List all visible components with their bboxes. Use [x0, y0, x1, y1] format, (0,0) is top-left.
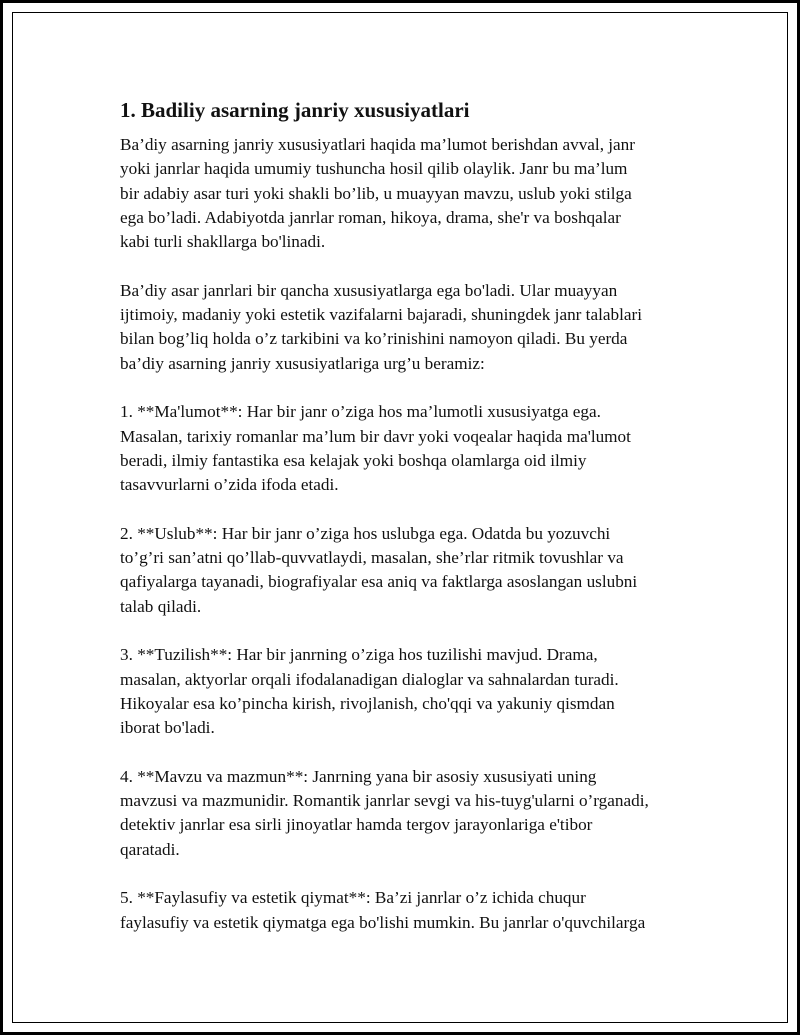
paragraph-item-tuzilish	[120, 643, 720, 740]
document-title: 1. Badiliy asarning janriy xususiyatlari	[120, 98, 470, 122]
paragraph-line: Hikoyalar esa ko’pincha kirish, rivojlanish, cho'qqi va yakuniy qismdan	[120, 693, 615, 713]
paragraph-line: ba’diy asarning janriy xususiyatlariga urg’u beramiz:	[120, 353, 485, 373]
paragraph-line: Ba’diy asarning janriy xususiyatlari haqida ma’lumot berishdan avval, janr	[120, 135, 636, 154]
paragraph-line: faylasufiy va estetik qiymatga ega bo'lishi mumkin. Bu janrlar o'quvchilarga	[120, 912, 646, 932]
paragraph-line: masalan, aktyorlar orqali ifodalanadigan dialoglar va sahnalardan turadi.	[120, 669, 619, 689]
paragraph-item-uslub	[120, 522, 720, 619]
paragraph-line: 1. **Ma'lumot**: Har bir janr o’ziga hos ma’lumotli xususiyatga ega.	[120, 402, 601, 422]
paragraph-line: Ba’diy asar janrlari bir qancha xususiyatlarga ega bo'ladi. Ular muayyan	[120, 280, 618, 300]
paragraph-line: 5. **Faylasufiy va estetik qiymat**: Ba’zi janrlar o’z ichida chuqur	[120, 888, 586, 908]
paragraph-line: Masalan, tarixiy romanlar ma’lum bir davr yoki voqealar haqida ma'lumot	[120, 426, 631, 446]
paragraph-line: bilan bog’liq holda o’z tarkibini va ko’rinishini namoyon qiladi. Bu yerda	[120, 329, 628, 349]
paragraph-line: 3. **Tuzilish**: Har bir janrning o’ziga hos tuzilishi mavjud. Drama,	[120, 645, 598, 665]
paragraph-item-malumot	[120, 400, 720, 497]
paragraph-line: ijtimoiy, madaniy yoki estetik vazifalarni bajaradi, shuningdek janr talablari	[120, 305, 642, 325]
paragraph-line: iborat bo'ladi.	[120, 718, 215, 738]
paragraph-item-faylasufiy	[120, 886, 720, 935]
paragraph-line: 4. **Mavzu va mazmun**: Janrning yana bir asosiy xususiyati uning	[120, 766, 597, 786]
document-body	[120, 97, 720, 959]
paragraph-line: tasavvurlarni o’zida ifoda etadi.	[120, 475, 339, 495]
paragraph-item-mavzu	[120, 765, 720, 862]
paragraph-genre-features	[120, 279, 720, 376]
paragraph-line: qafiyalarga tayanadi, biografiyalar esa aniq va faktlarga asoslangan uslubni	[120, 572, 638, 592]
paragraph-line: yoki janrlar haqida umumiy tushuncha hosil qilib olaylik. Janr bu ma’lum	[120, 159, 628, 179]
paragraph-line: talab qiladi.	[120, 596, 202, 616]
paragraph-intro	[120, 133, 720, 254]
paragraph-line: ega bo’ladi. Adabiyotda janrlar roman, hikoya, drama, she'r va boshqalar	[120, 207, 621, 227]
paragraph-line: to’g’ri san’atni qo’llab-quvvatlaydi, masalan, she’rlar ritmik tovushlar va	[120, 548, 624, 568]
paragraph-line: 2. **Uslub**: Har bir janr o’ziga hos uslubga ega. Odatda bu yozuvchi	[120, 523, 611, 543]
paragraph-line: qaratadi.	[120, 839, 180, 859]
paragraph-line: bir adabiy asar turi yoki shakli bo’lib, u muayyan mavzu, uslub yoki stilga	[120, 183, 632, 203]
paragraph-line: mavzusi va mazmunidir. Romantik janrlar sevgi va his-tuyg'ularni o’rganadi,	[120, 791, 649, 811]
paragraph-line: detektiv janrlar esa sirli jinoyatlar hamda tergov jarayonlariga e'tibor	[120, 815, 593, 835]
paragraph-line: kabi turli shakllarga bo'linadi.	[120, 232, 326, 252]
paragraph-line: beradi, ilmiy fantastika esa kelajak yoki boshqa olamlarga oid ilmiy	[120, 450, 587, 470]
